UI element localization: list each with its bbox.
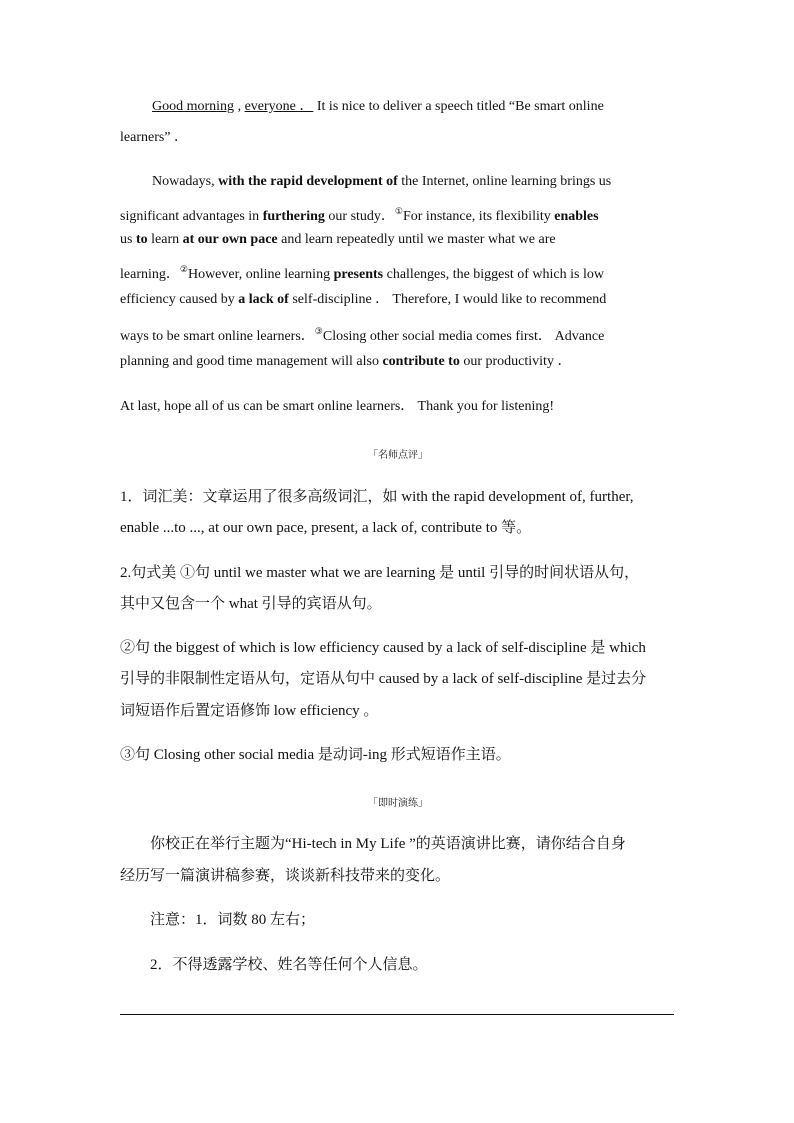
practice-note2: 2．不得透露学校、姓名等任何个人信息。 (150, 957, 428, 973)
circled-number-2: ② (179, 264, 188, 274)
practice-heading: 「即时演练」 (368, 798, 428, 809)
review-line3: 2.句式美 ①句 until we master what we are learning 是 until 引导的时间状语从句， (120, 565, 640, 581)
review-line1: 1．词汇美：文章运用了很多高级词汇，如 with the rapid development of, further, (120, 489, 634, 505)
speech-p1-line1: Good morning , everyone ． It is nice to deliver a speech titled “Be smart online (152, 99, 604, 114)
circled-number-3: ③ (314, 326, 323, 336)
speech-p2-line3: us to learn at our own pace and learn repeatedly until we master what we are (120, 232, 556, 247)
review-line7: 词短语作后置定语修饰 low efficiency 。 (120, 703, 379, 719)
speech-p2-line2: significant advantages in furthering our study．①For instance, its flexibility enables (120, 206, 599, 224)
practice-line1: 你校正在举行主题为“Hi-tech in My Life ”的英语演讲比赛，请你结合自身 (150, 836, 626, 852)
speech-p3: At last, hope all of us can be smart online learners． Thank you for listening! (120, 399, 555, 414)
speech-p1-line2: learners” ． (120, 130, 189, 145)
speech-p2-line6: ways to be smart online learners．③Closing other social media comes first． Advance (120, 326, 605, 344)
review-heading: 「名师点评」 (368, 450, 428, 461)
review-line4: 其中又包含一个 what 引导的宾语从句。 (120, 596, 382, 612)
review-line5: ②句 the biggest of which is low efficiency caused by a lack of self-discipline 是 which (120, 640, 646, 656)
greeting-underlined: Good morning (152, 99, 235, 114)
review-line6: 引导的非限制性定语从句，定语从句中 caused by a lack of self-discipline 是过去分 (120, 671, 647, 687)
practice-line2: 经历写一篇演讲稿参赛，谈谈新科技带来的变化。 (120, 868, 451, 884)
speech-p2-line1: Nowadays, with the rapid development of the Internet, online learning brings us (152, 174, 612, 189)
practice-note1: 注意：1．词数 80 左右； (150, 912, 316, 928)
audience-underlined: everyone ． (244, 99, 314, 114)
speech-p2-line4: learning．②However, online learning presents challenges, the biggest of which is low (120, 264, 604, 282)
speech-p2-line7: planning and good time management will also contribute to our productivity ． (120, 354, 572, 369)
speech-p2-line5: efficiency caused by a lack of self-discipline ． Therefore, I would like to recommend (120, 292, 607, 307)
review-line2: enable ...to ..., at our own pace, present, a lack of, contribute to 等。 (120, 520, 532, 536)
review-line8: ③句 Closing other social media 是动词-ing 形式短语作主语。 (120, 747, 511, 763)
circled-number-1: ① (394, 206, 403, 216)
answer-line (120, 1014, 674, 1015)
